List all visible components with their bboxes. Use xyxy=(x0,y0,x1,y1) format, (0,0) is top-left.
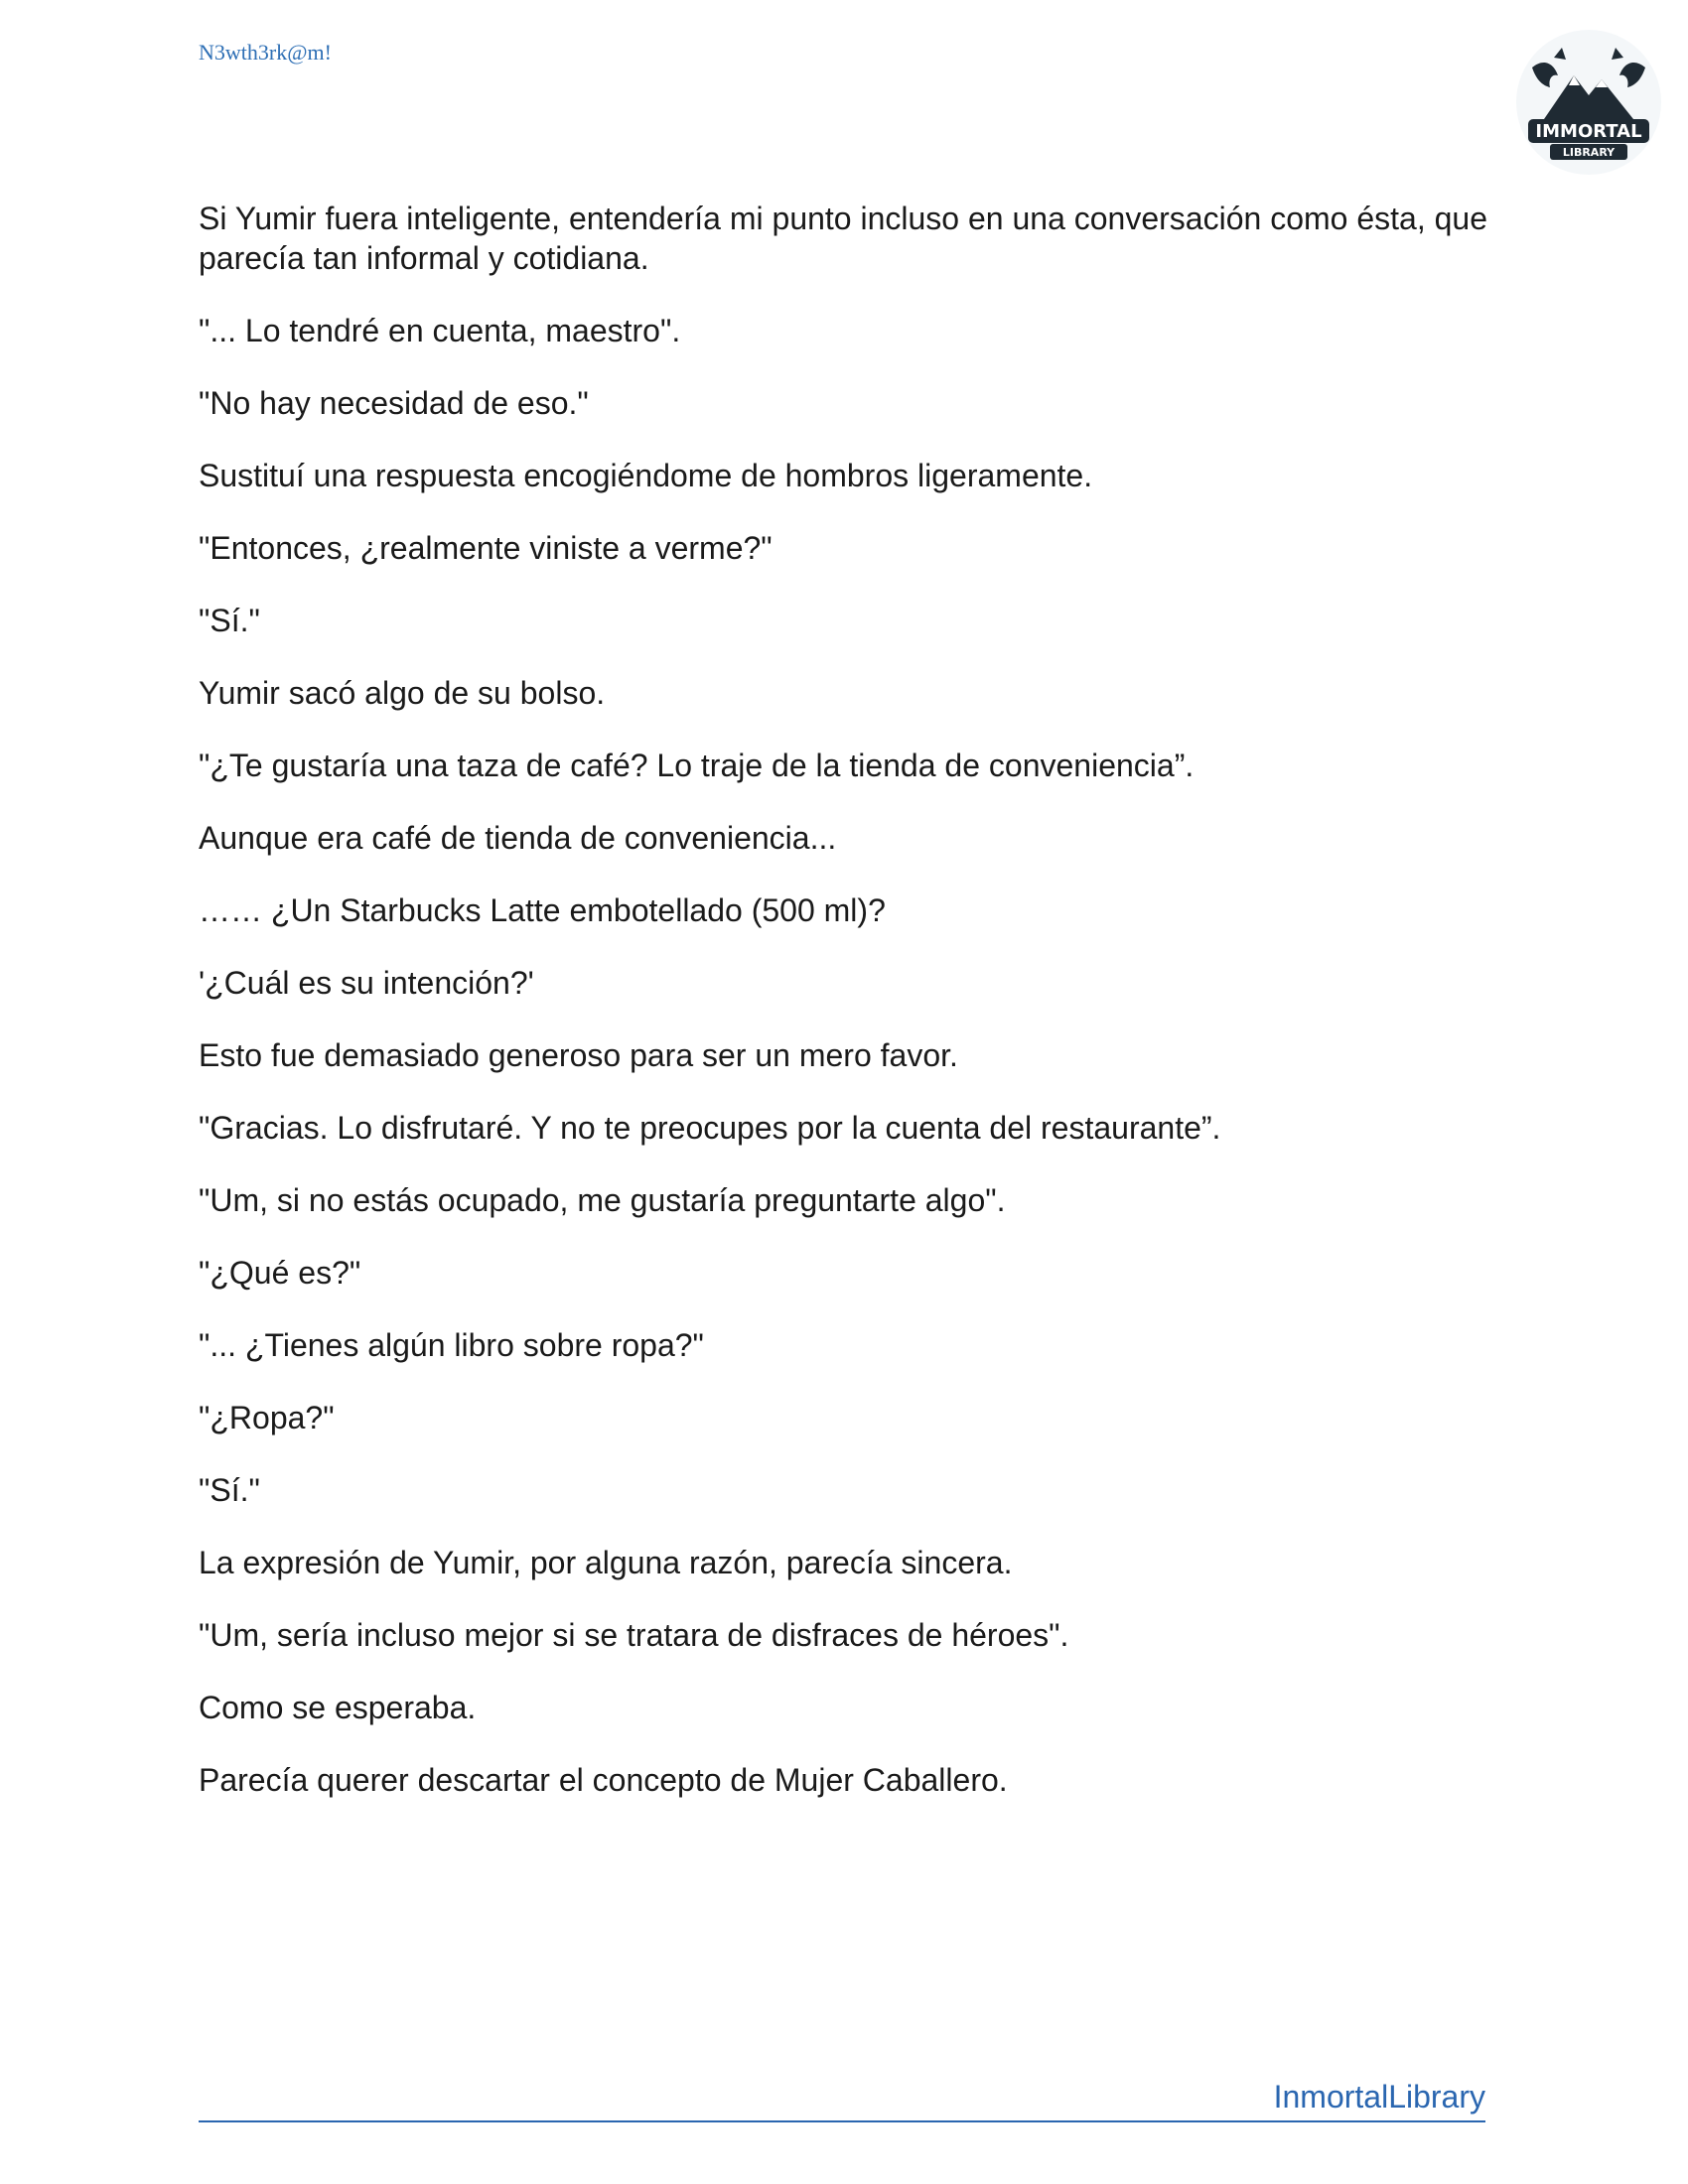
paragraph: Yumir sacó algo de su bolso. xyxy=(199,675,606,711)
paragraph: "Um, sería incluso mejor si se tratara de disfraces de héroes". xyxy=(199,1617,1069,1653)
paragraph: "¿Ropa?" xyxy=(199,1400,335,1435)
paragraph: "Entonces, ¿realmente viniste a verme?" xyxy=(199,530,773,566)
document-body xyxy=(199,199,1489,1833)
paragraph: "Sí." xyxy=(199,1472,260,1508)
paragraph: "Sí." xyxy=(199,603,260,638)
paragraph: '¿Cuál es su intención?' xyxy=(199,965,534,1001)
paragraph: Parecía querer descartar el concepto de Mujer Caballero. xyxy=(199,1762,1008,1798)
paragraph: "Gracias. Lo disfrutaré. Y no te preocupes por la cuenta del restaurante”. xyxy=(199,1110,1221,1146)
header-watermark-text: N3wth3rk@m! xyxy=(199,40,332,65)
paragraph: "No hay necesidad de eso." xyxy=(199,385,589,421)
paragraph: "... Lo tendré en cuenta, maestro". xyxy=(199,313,681,348)
paragraph: Aunque era café de tienda de conveniencia... xyxy=(199,820,837,856)
paragraph: Si Yumir fuera inteligente, entendería mi punto incluso en una conversación como ésta, que parecía tan informal y cotidiana. xyxy=(199,201,1487,276)
footer-inmortal-library-link[interactable]: InmortalLibrary xyxy=(199,2077,1485,2122)
logo-text-top: IMMORTAL xyxy=(1535,121,1642,142)
paragraph: Sustituí una respuesta encogiéndome de hombros ligeramente. xyxy=(199,458,1093,493)
paragraph: …… ¿Un Starbucks Latte embotellado (500 ml)? xyxy=(199,892,886,928)
paragraph: "... ¿Tienes algún libro sobre ropa?" xyxy=(199,1327,704,1363)
immortal-library-logo xyxy=(1514,28,1663,177)
paragraph: "¿Te gustaría una taza de café? Lo traje de la tienda de conveniencia”. xyxy=(199,748,1195,783)
paragraph: "¿Qué es?" xyxy=(199,1255,361,1291)
paragraph: Como se esperaba. xyxy=(199,1690,477,1725)
paragraph: La expresión de Yumir, por alguna razón, parecía sincera. xyxy=(199,1545,1013,1580)
paragraph: "Um, si no estás ocupado, me gustaría preguntarte algo". xyxy=(199,1182,1006,1218)
logo-text-bottom: LIBRARY xyxy=(1562,146,1616,159)
paragraph: Esto fue demasiado generoso para ser un mero favor. xyxy=(199,1037,958,1073)
